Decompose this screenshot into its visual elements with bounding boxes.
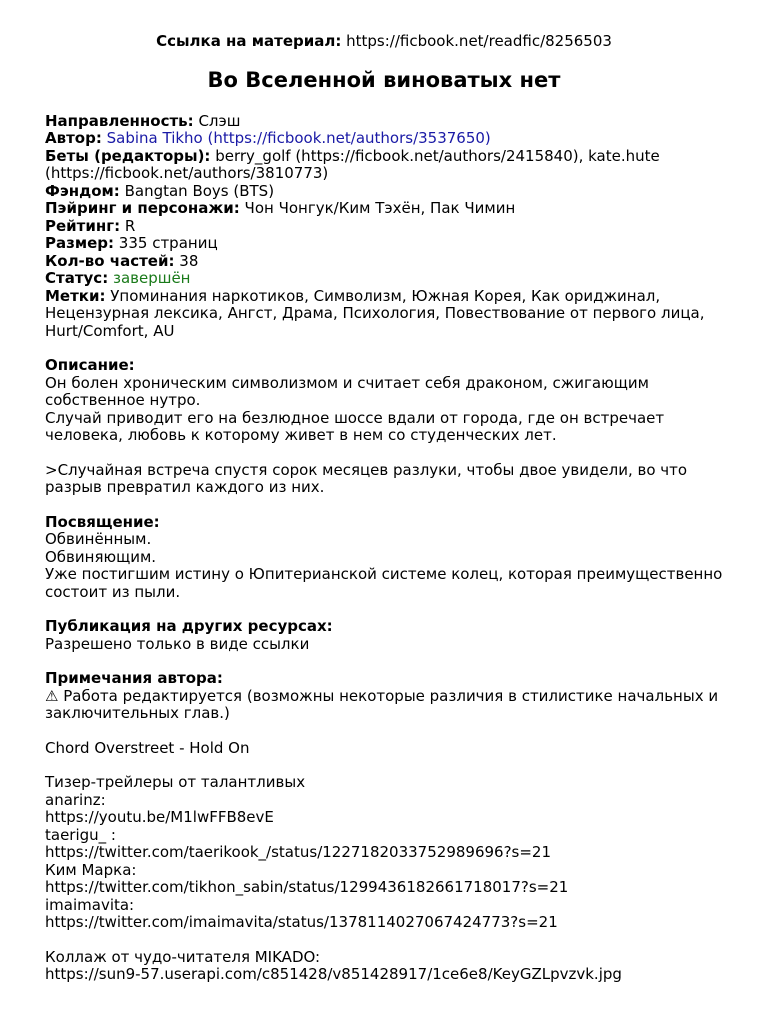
parts-label: Кол-во частей: [45, 251, 175, 270]
notes-line-7: imaimavita: [45, 895, 135, 914]
tags-value: Упоминания наркотиков, Символизм, Южная Корея, Как ориджинал, Нецензурная лексика, Ангст, Драма, Психология, Повествование от первого лица, Hurt/Comfort, AU [45, 286, 705, 340]
notes-collage-link[interactable]: https://sun9-57.userapi.com/c851428/v851428917/1ce6e8/KeyGZLpvzvk.jpg [45, 965, 622, 983]
betas-label: Беты (редакторы): [45, 146, 211, 165]
notes-link-4[interactable]: https://twitter.com/imaimavita/status/1378114027067424773?s=21 [45, 913, 558, 931]
meta-size [45, 235, 723, 253]
meta-rating [45, 218, 723, 236]
notes-line-3: taerigu_ : [45, 825, 116, 844]
meta-betas [45, 148, 723, 183]
notes-link-1[interactable]: https://youtu.be/M1lwFFB8evE [45, 808, 274, 826]
direction-label: Направленность: [45, 111, 194, 130]
status-label: Статус: [45, 269, 109, 287]
size-label: Размер: [45, 234, 115, 252]
meta-block [45, 113, 723, 341]
direction-value: Слэш [198, 111, 241, 130]
pairing-value: Чон Чонгук/Ким Тэхён, Пак Чимин [244, 199, 516, 217]
meta-direction [45, 113, 723, 131]
dedication-line-1: Обвинённым. [45, 530, 152, 548]
size-value: 335 страниц [118, 234, 218, 252]
meta-author [45, 130, 723, 148]
source-label: Ссылка на материал: [156, 32, 342, 50]
notes-collage: Коллаж от чудо-читателя MIKADO: [45, 947, 321, 966]
meta-tags [45, 288, 723, 341]
meta-pairing [45, 200, 723, 218]
notes-link-3[interactable]: https://twitter.com/tikhon_sabin/status/1299436182661718017?s=21 [45, 878, 569, 896]
notes-warning: ⚠ Работа редактируется (возможны некоторые различия в стилистике начальных и заключительных глав.) [45, 686, 719, 722]
description-p3: >Случайная встреча спустя сорок месяцев разлуки, чтобы двое увидели, во что разрыв превратил каждого из них. [45, 460, 688, 496]
notes-teaser-intro: Тизер-трейлеры от талантливых [45, 773, 306, 791]
notes-line-1: anarinz: [45, 790, 106, 809]
notes-line-5: Ким Марка: [45, 860, 137, 879]
rating-value: R [124, 216, 136, 235]
author-label: Автор: [45, 129, 102, 147]
publication-text: Разрешено только в виде ссылки [45, 634, 310, 653]
source-line [45, 33, 723, 51]
betas-value: berry_golf (https://ficbook.net/authors/2415840), kate.hute (https://ficbook.net/authors/3810773) [45, 146, 660, 182]
dedication-heading: Посвящение: [45, 512, 160, 531]
dedication-section [45, 514, 723, 602]
meta-parts [45, 253, 723, 271]
page-title: Во Вселенной виноватых нет [207, 67, 561, 92]
publication-heading: Публикация на других ресурсах: [45, 617, 333, 635]
tags-label: Метки: [45, 286, 106, 305]
author-link[interactable]: Sabina Tikho (https://ficbook.net/authors/3537650) [106, 129, 491, 147]
meta-status [45, 270, 723, 288]
dedication-line-3: Уже постигшим истину о Юпитерианской системе колец, которая преимущественно состоит из пыли. [45, 565, 723, 601]
description-section [45, 357, 723, 497]
source-url[interactable]: https://ficbook.net/readfic/8256503 [346, 32, 612, 50]
dedication-line-2: Обвиняющим. [45, 547, 157, 566]
notes-section [45, 670, 723, 984]
publication-section [45, 618, 723, 653]
fandom-value: Bangtan Boys (BTS) [124, 181, 275, 200]
status-value: завершён [112, 269, 191, 287]
notes-song: Chord Overstreet - Hold On [45, 738, 250, 757]
description-p1: Он болен хроническим символизмом и считает себя драконом, сжигающим собственное нутро. [45, 373, 649, 409]
fandom-label: Фэндом: [45, 181, 120, 200]
meta-fandom [45, 183, 723, 201]
notes-link-2[interactable]: https://twitter.com/taerikook_/status/1227182033752989696?s=21 [45, 843, 552, 861]
rating-label: Рейтинг: [45, 216, 121, 235]
parts-value: 38 [179, 251, 199, 270]
description-p2: Случай приводит его на безлюдное шоссе вдали от города, где он встречает человека, любовь к которому живет в нем со студенческих лет. [45, 408, 665, 444]
notes-heading: Примечания автора: [45, 669, 223, 687]
description-heading: Описание: [45, 356, 135, 374]
pairing-label: Пэйринг и персонажи: [45, 199, 240, 217]
